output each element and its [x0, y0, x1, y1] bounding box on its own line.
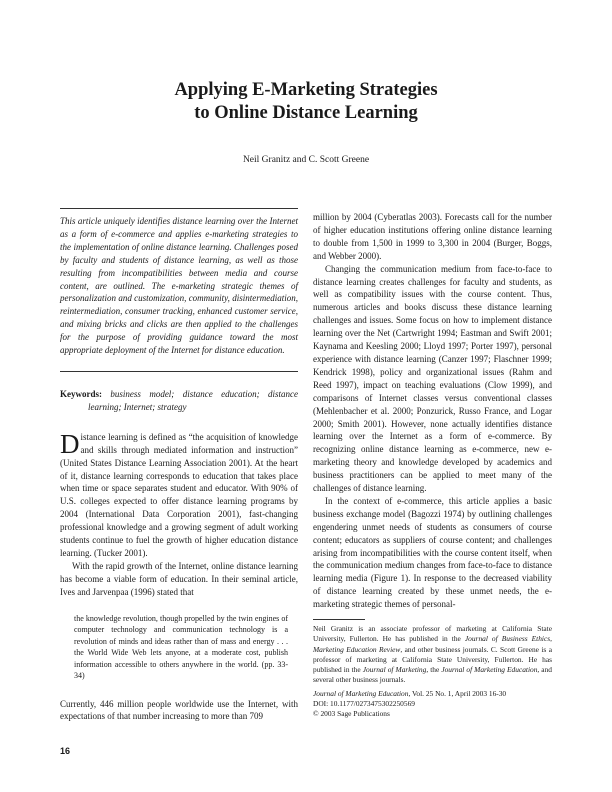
doi: DOI: 10.1177/0273475302250569	[313, 699, 415, 709]
abstract-top-rule	[60, 208, 298, 209]
footnote-rule	[313, 619, 365, 620]
bio-text-c: , and other business journals. C. Scott Greene is a professor of marketing at California State University, Fullerton. He has published in the	[313, 644, 552, 675]
title-line-2: to Online Distance Learning	[194, 103, 418, 123]
abstract-bottom-rule	[60, 371, 298, 372]
journal-citation	[313, 689, 552, 699]
body-left-p1: istance learning is defined as “the acquisition of knowledge and skills through mediated information and instruction” (United States Distance Learning Association 2001). At the heart of it, distance learning corresponds to education that takes place when time or space separates student and educator. With 90% of U.S. colleges expected to offer distance learning programs by 2004 (International Data Corporation 2001), fast-changing professional knowledge and a growing segment of adult working students continue to fuel the growth of higher education distance learning. (Tucker 2001).	[60, 431, 298, 558]
keywords-label: Keywords:	[60, 388, 102, 399]
journal-details: , Vol. 25 No. 1, April 2003 16-30	[408, 688, 507, 698]
bio-text-a: Neil Granitz is an associate professor of marketing at California State University, Fullerton. He has published in the	[313, 624, 552, 644]
bio-journal-2: Marketing Education Review	[313, 644, 401, 654]
body-right-p2: Changing the communication medium from face-to-face to distance learning creates challenges for faculty and students, as well as compatibility issues with the course content. Thus, numerous articles and books discuss these distance learning challenges and issues. Some focus on how to implement distance learning over the Net (Cartwright 1994; Eastman and Swift 2001; Kaynama and Keesling 2000; Lloyd 1997; Porter 1997), personal experience with distance learning (Canzer 1997; Flaschner 1999; Kendrick 1998), policy and organizational issues (Rahm and Reed 1997), impact on teaching evaluations (Clow 1999), and comparisons of Internet classes versus conventional classes (Mehlenbacher et al. 2000; Ponzurick, Russo France, and Logar 2000; Smith 2001). However, none actually identifies distance learning over the Internet as a form of e-commerce. By recognizing online distance learning as e-commerce, new e-marketing theory and knowledge developed by academics and business practitioners can be applied to meet many of the challenges of distance learning.	[313, 263, 552, 494]
author-byline: Neil Granitz and C. Scott Greene	[242, 155, 370, 165]
title-line-1: Applying E-Marketing Strategies	[174, 80, 438, 100]
body-right-p3: In the context of e-commerce, this article applies a basic business exchange model (Bagozzi 1974) by outlining challenges engendering unmet needs of students as consumers of course content; educators as suppliers of course content; and challenges arising from incompatibilities with the course content itself, when the communication medium changes from face-to-face to distance learning media (Figure 1). In response to the decreased viability of distance learning created by these unmet needs, the e-marketing strategic themes of personal-	[313, 495, 552, 610]
keywords-text: business model; distance education; distance learning; Internet; strategy	[88, 388, 298, 412]
drop-cap: D	[60, 428, 80, 459]
bio-journal-4: Journal of Marketing Education	[441, 665, 538, 675]
bio-journal-3: Journal of Marketing	[362, 665, 427, 675]
keywords	[60, 388, 298, 414]
body-right-p1: million by 2004 (Cyberatlas 2003). Forecasts call for the number of higher education institutions offering online distance learning to double from 1,500 in 1999 to 3,300 in 2004 (Burger, Boggs, and Webber 2000).	[313, 212, 552, 261]
article-title	[0, 79, 612, 125]
body-paragraph-1	[60, 428, 298, 560]
bio-text-b: ,	[550, 634, 552, 644]
right-column	[313, 211, 552, 611]
left-column	[60, 208, 298, 723]
page-number: 16	[60, 746, 71, 756]
author-bio	[313, 624, 552, 686]
author-footnote	[313, 619, 552, 720]
bio-text-e: , and several other business journals.	[313, 665, 552, 685]
block-quote: the knowledge revolution, though propelled by the twin engines of computer technology and communication technology is a revolution of minds and ideas rather than of mass and energy . . . the World Wide Web lets anyone, at a moderate cost, publish information accessible to others anywhere in the world. (pp. 33-34)	[74, 613, 288, 681]
abstract: This article uniquely identifies distance learning over the Internet as a form of e-commerce and applies e-marketing strategies to the implementation of online distance learning. Challenges posed by faculty and students of distance learning, as well as those resulting from incompatibilities between media and course content, are outlined. The e-marketing strategic themes of personalization and customization, community, disintermediation, reintermediation, consumer tracking, enhanced customer service, and mixing bricks and clicks are then applied to the challenges for the purpose of providing guidance toward the most appropriate deployment of the Internet for distance education.	[60, 216, 298, 356]
body-left-p2: With the rapid growth of the Internet, online distance learning has become a viable form of education. In their seminal article, Ives and Jarvenpaa (1996) stated that	[60, 560, 298, 597]
bio-journal-1: Journal of Business Ethics	[464, 634, 551, 644]
copyright: © 2003 Sage Publications	[313, 709, 390, 719]
body-left-p3: Currently, 446 million people worldwide use the Internet, with expectations of that number increasing to more than 709	[60, 698, 298, 722]
journal-name: Journal of Marketing Education	[313, 688, 409, 698]
bio-text-d: , the	[426, 665, 442, 675]
